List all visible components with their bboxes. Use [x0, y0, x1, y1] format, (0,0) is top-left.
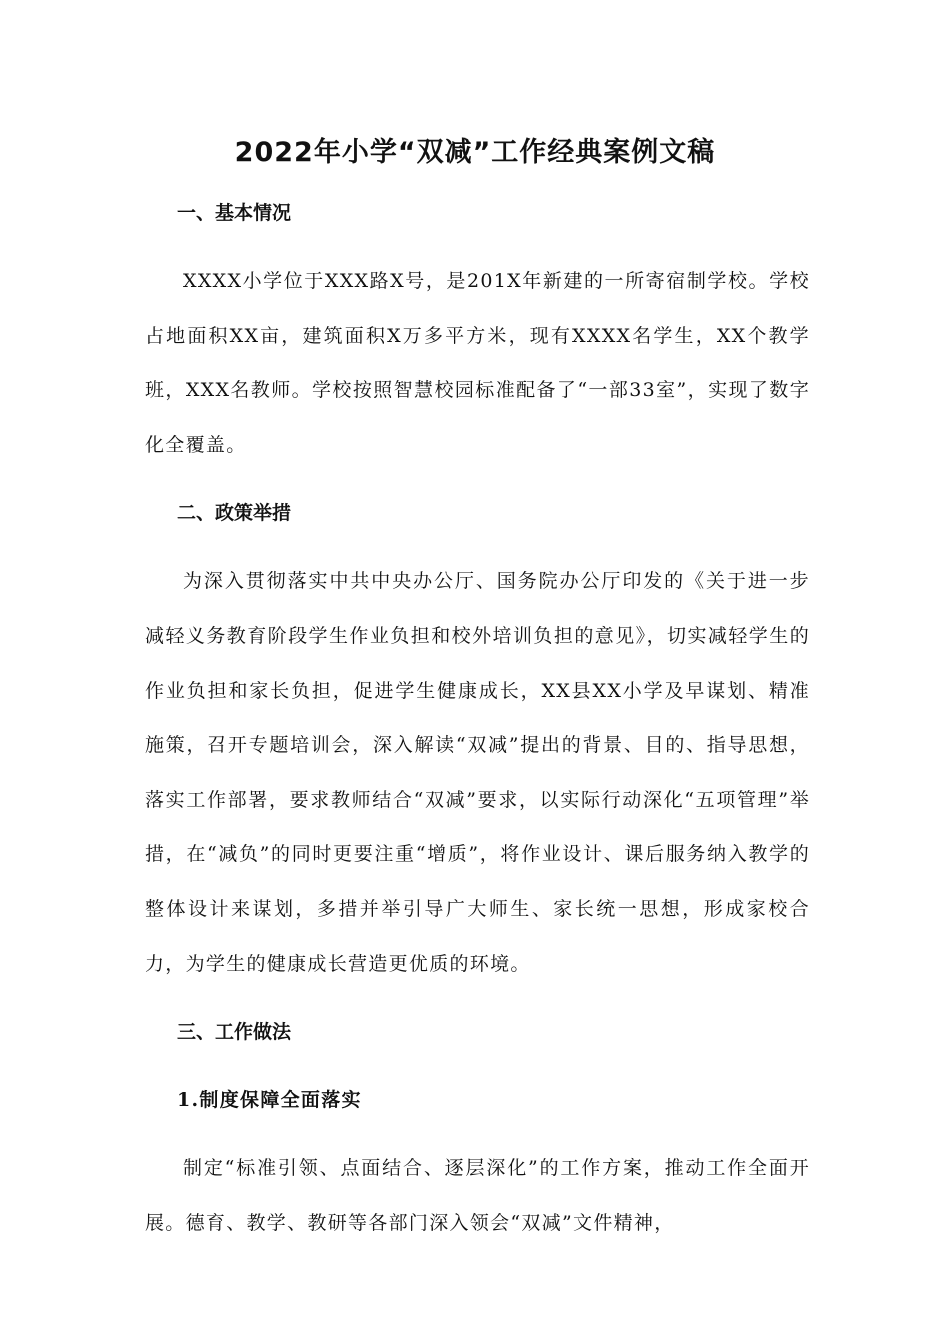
section-subheading-system-guarantee: 1.制度保障全面落实: [177, 1089, 362, 1112]
section-heading-work-methods: 三、工作做法: [177, 1021, 292, 1044]
section-heading-policy-measures: 二、政策举措: [177, 502, 292, 525]
section-paragraph-basic-info: XXXX小学位于XXX路X号，是201X年新建的一所寄宿制学校。学校占地面积XX亩，建筑面积X万多平方米，现有XXXX名学生，XX个教学班，XXX名教师。学校按照智慧校园标准配备了“一部33室”，实现了数字化全覆盖。: [145, 270, 810, 456]
section-paragraph-work-methods: 制定“标准引领、点面结合、逐层深化”的工作方案，推动工作全面开展。德育、教学、教研等各部门深入领会“双减”文件精神，: [145, 1157, 810, 1234]
document-title: 2022年小学“双减”工作经典案例文稿: [234, 137, 716, 168]
section-heading-basic-info: 一、基本情况: [177, 202, 292, 224]
document-body: [145, 186, 810, 1264]
section-paragraph-policy-measures: 为深入贯彻落实中共中央办公厅、国务院办公厅印发的《关于进一步减轻义务教育阶段学生作业负担和校外培训负担的意见》，切实减轻学生的作业负担和家长负担，促进学生健康成长，XX县XX小学及早谋划、精准施策，召开专题培训会，深入解读“双减”提出的背景、目的、指导思想，落实工作部署，要求教师结合“双减”要求，以实际行动深化“五项管理”举措，在“减负”的同时更要注重“增质”，将作业设计、课后服务纳入教学的整体设计来谋划，多措并举引导广大师生、家长统一思想，形成家校合力，为学生的健康成长营造更优质的环境。: [145, 570, 810, 975]
